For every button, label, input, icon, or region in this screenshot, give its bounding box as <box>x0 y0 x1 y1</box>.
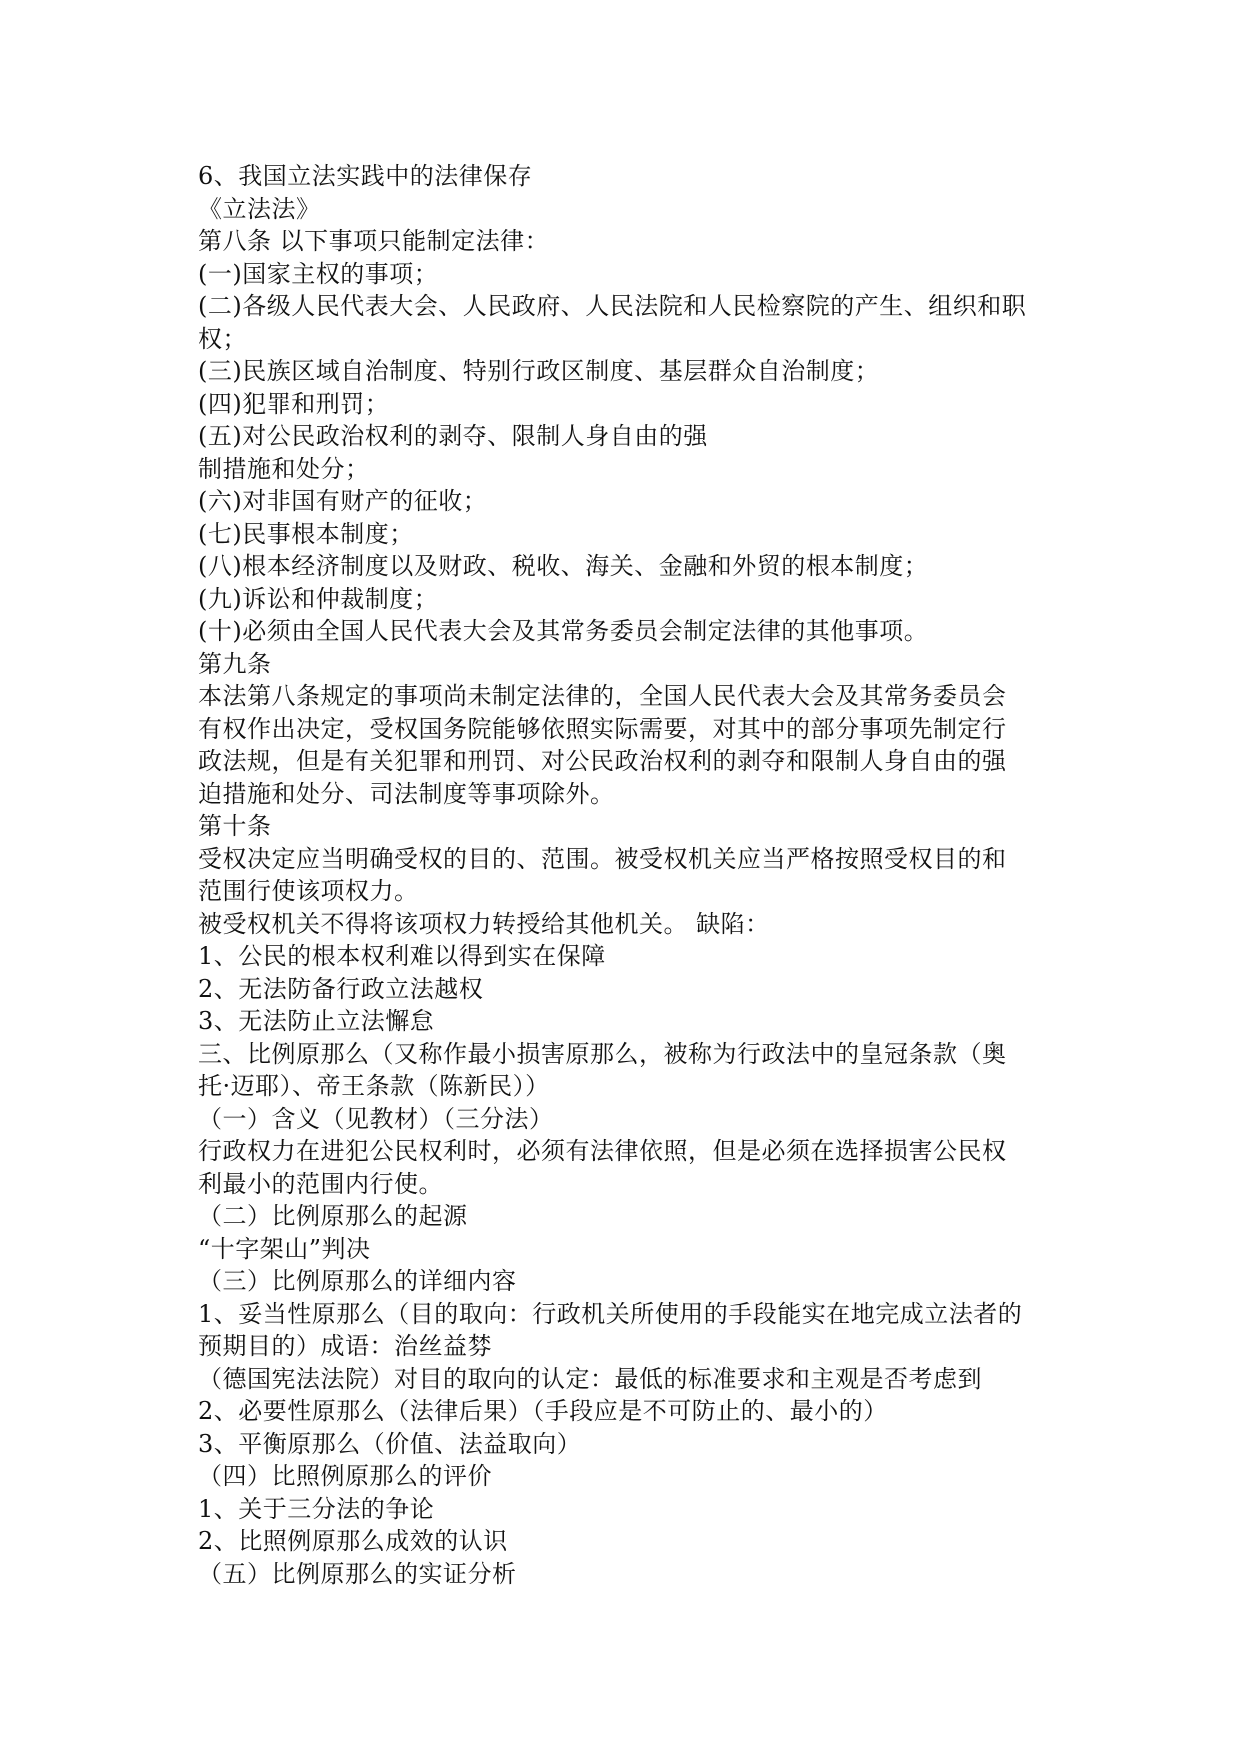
text-line: 第八条 以下事项只能制定法律： <box>198 227 550 255</box>
text-line: (一)国家主权的事项； <box>198 259 439 288</box>
text-line: 权； <box>198 324 247 353</box>
text-line: 制措施和处分； <box>198 454 370 483</box>
text-line: (四)犯罪和刑罚； <box>198 389 390 418</box>
text-line: 政法规，但是有关犯罪和刑罚、对公民政治权利的剥夺和限制人身自由的强 <box>198 747 1007 775</box>
text-line: 1、公民的根本权利难以得到实在保障 <box>198 942 606 970</box>
text-line: 1、关于三分法的争论 <box>198 1494 435 1523</box>
text-line: (二)各级人民代表大会、人民政府、人民法院和人民检察院的产生、组织和职 <box>198 292 1027 320</box>
text-line: 《立法法》 <box>198 194 321 223</box>
text-line: 2、比照例原那么成效的认识 <box>198 1527 508 1555</box>
text-line: （四）比照例原那么的评价 <box>198 1462 492 1490</box>
text-line: 行政权力在进犯公民权利时，必须有法律依照，但是必须在选择损害公民权 <box>198 1137 1007 1165</box>
text-line: 6、我国立法实践中的法律保存 <box>198 162 533 190</box>
text-line: “十字架山”判决 <box>198 1234 371 1263</box>
text-line: 本法第八条规定的事项尚未制定法律的，全国人民代表大会及其常务委员会 <box>198 682 1007 710</box>
text-line: (六)对非国有财产的征收； <box>198 487 488 515</box>
text-line: 三、比例原那么（又称作最小损害原那么，被称为行政法中的皇冠条款（奥 <box>198 1039 1007 1068</box>
text-line: 被受权机关不得将该项权力转授给其他机关。 缺陷： <box>198 909 770 938</box>
text-line: 1、妥当性原那么（目的取向：行政机关所使用的手段能实在地完成立法者的 <box>198 1299 1023 1328</box>
text-line: （二）比例原那么的起源 <box>198 1202 468 1230</box>
text-line: (七)民事根本制度； <box>198 519 414 548</box>
text-line: 第九条 <box>198 649 272 678</box>
text-line: 迫措施和处分、司法制度等事项除外。 <box>198 779 615 808</box>
text-line: 3、无法防止立法懈怠 <box>198 1007 435 1035</box>
text-line: 2、无法防备行政立法越权 <box>198 974 484 1003</box>
text-line: 利最小的范围内行使。 <box>198 1169 443 1198</box>
text-line: （德国宪法法院）对目的取向的认定：最低的标准要求和主观是否考虑到 <box>198 1364 982 1393</box>
text-line: 受权决定应当明确受权的目的、范围。被受权机关应当严格按照受权目的和 <box>198 844 1007 873</box>
text-line: （五）比例原那么的实证分析 <box>198 1559 517 1588</box>
text-line: (八)根本经济制度以及财政、税收、海关、金融和外贸的根本制度； <box>198 552 929 580</box>
text-line: 第十条 <box>198 812 272 840</box>
text-line: 2、必要性原那么（法律后果）（手段应是不可防止的、最小的） <box>198 1397 888 1425</box>
text-line: 范围行使该项权力。 <box>198 877 419 905</box>
text-line: (五)对公民政治权利的剥夺、限制人身自由的强 <box>198 422 708 450</box>
text-line: 3、平衡原那么（价值、法益取向） <box>198 1429 582 1458</box>
text-line: 托·迈耶）、帝王条款（陈新民）） <box>198 1072 550 1100</box>
text-line: （一）含义（见教材）（三分法） <box>198 1104 554 1133</box>
text-line: （三）比例原那么的详细内容 <box>198 1267 517 1295</box>
text-line: (十)必须由全国人民代表大会及其常务委员会制定法律的其他事项。 <box>198 617 929 645</box>
document-body <box>198 160 1058 1590</box>
text-line: (九)诉讼和仲裁制度； <box>198 584 439 613</box>
text-line: (三)民族区域自治制度、特别行政区制度、基层群众自治制度； <box>198 357 880 385</box>
text-line: 有权作出决定，受权国务院能够依照实际需要，对其中的部分事项先制定行 <box>198 714 1007 743</box>
text-line: 预期目的）成语：治丝益棼 <box>198 1332 492 1360</box>
